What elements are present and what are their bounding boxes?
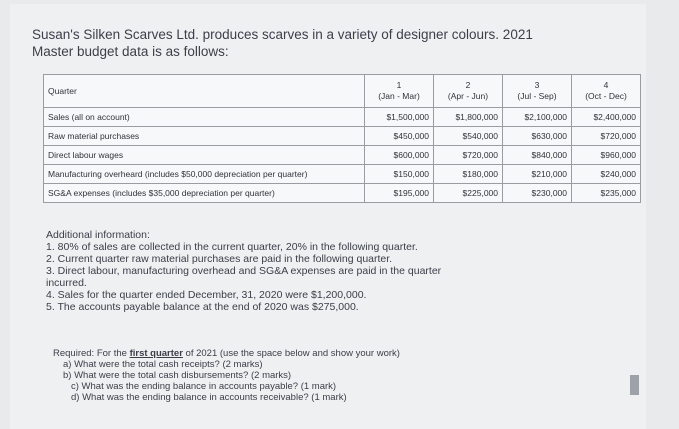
table-cell: $225,000 [434,184,503,203]
row-label: Manufacturing overheard (includes $50,000 depreciation per quarter) [44,165,365,184]
required-suffix: of 2021 (use the space below and show your work) [182,348,400,359]
document-page [10,4,646,429]
table-cell: $720,000 [434,146,503,165]
table-row [44,108,641,127]
row-label: Sales (all on account) [44,108,365,127]
required-prefix: Required: For the [53,348,130,359]
table-cell: $2,400,000 [572,108,641,127]
table-cell: $180,000 [434,165,503,184]
table-cell: $840,000 [503,146,572,165]
additional-item: 5. The accounts payable balance at the end of 2020 was $275,000. [46,301,359,313]
quarter-4-range: (Oct - Dec) [585,91,627,101]
quarter-3-header [503,75,572,108]
quarter-2-number: 2 [465,80,471,90]
table-cell: $240,000 [572,165,641,184]
quarter-1-number: 1 [396,80,402,90]
table-cell: $720,000 [572,127,641,146]
table-row [44,127,641,146]
table-row [44,165,641,184]
required-item: d) What was the ending balance in accounts receivable? (1 mark) [71,392,347,403]
table-cell: $450,000 [365,127,434,146]
table-cell: $1,500,000 [365,108,434,127]
quarter-4-header [572,75,641,108]
required-item: b) What were the total cash disbursements? (2 marks) [63,370,292,381]
table-row [44,146,641,165]
table-cell: $960,000 [572,146,641,165]
scrollbar-thumb[interactable] [630,375,639,395]
additional-information [46,229,546,313]
additional-item: 4. Sales for the quarter ended December, 31, 2020 were $1,200,000. [46,289,367,301]
table-row [44,184,641,203]
required-item: a) What were the total cash receipts? (2 marks) [63,359,263,370]
quarter-4-number: 4 [603,80,609,90]
additional-item: incurred. [46,277,87,289]
quarter-2-range: (Apr - Jun) [447,91,489,101]
intro-text [32,26,552,60]
quarter-header: Quarter [44,75,365,108]
table-cell: $540,000 [434,127,503,146]
table-cell: $2,100,000 [503,108,572,127]
quarter-3-range: (Jul - Sep) [517,91,557,101]
additional-item: 1. 80% of sales are collected in the current quarter, 20% in the following quarter. [46,241,418,253]
required-heading [53,348,553,359]
table-cell: $235,000 [572,184,641,203]
quarter-3-number: 3 [534,80,540,90]
quarter-2-header [434,75,503,108]
row-label: SG&A expenses (includes $35,000 depreciation per quarter) [44,184,365,203]
row-label: Direct labour wages [44,146,365,165]
additional-item: 3. Direct labour, manufacturing overhead and SG&A expenses are paid in the quarter [46,265,442,277]
table-header-row [44,75,641,108]
quarter-1-header [365,75,434,108]
additional-item: 2. Current quarter raw material purchases are paid in the following quarter. [46,253,393,265]
table-cell: $1,800,000 [434,108,503,127]
required-item: c) What was the ending balance in accounts payable? (1 mark) [71,381,337,392]
quarter-1-range: (Jan - Mar) [378,91,420,101]
row-label: Raw material purchases [44,127,365,146]
required-section [53,348,553,403]
table-cell: $195,000 [365,184,434,203]
table-cell: $630,000 [503,127,572,146]
table-cell: $210,000 [503,165,572,184]
required-emphasis: first quarter [129,348,183,359]
table-cell: $600,000 [365,146,434,165]
table-cell: $230,000 [503,184,572,203]
master-budget-table [43,74,641,203]
additional-heading: Additional information: [46,229,150,241]
intro-line-2: Master budget data is as follows: [32,44,229,59]
intro-line-1: Susan's Silken Scarves Ltd. produces scarves in a variety of designer colours. 2021 [32,27,533,42]
table-cell: $150,000 [365,165,434,184]
